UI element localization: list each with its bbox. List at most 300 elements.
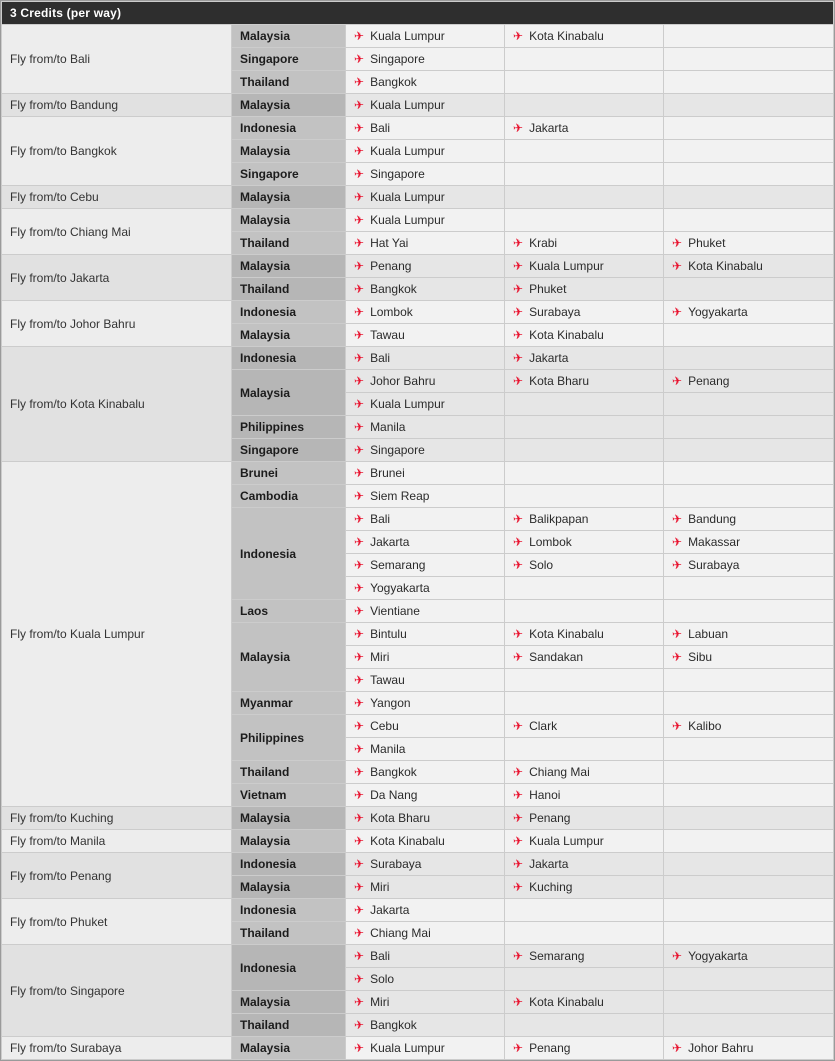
destination-label: Bangkok xyxy=(370,1018,417,1032)
destination-cell xyxy=(346,508,504,530)
country-cell: Indonesia xyxy=(232,347,345,369)
destination-cell xyxy=(346,278,504,300)
plane-icon: ✈ xyxy=(353,97,365,113)
country-cell: Malaysia xyxy=(232,830,345,852)
destination-cell xyxy=(346,715,504,737)
route-cell: Fly from/to Singapore xyxy=(2,945,231,1036)
destination-label: Clark xyxy=(529,719,558,733)
empty-cell xyxy=(505,1014,663,1036)
destination-cell xyxy=(505,508,663,530)
plane-icon: ✈ xyxy=(671,1040,683,1056)
destination-cell xyxy=(346,945,504,967)
plane-icon: ✈ xyxy=(512,879,524,895)
table-row xyxy=(2,899,833,921)
destination-label: Kuala Lumpur xyxy=(370,190,445,204)
destination-label: Hat Yai xyxy=(370,236,409,250)
plane-icon: ✈ xyxy=(353,879,365,895)
plane-icon: ✈ xyxy=(512,626,524,642)
destination-cell xyxy=(664,370,833,392)
country-cell: Malaysia xyxy=(232,255,345,277)
empty-cell xyxy=(664,876,833,898)
destination-label: Kota Kinabalu xyxy=(688,259,763,273)
empty-cell xyxy=(505,163,663,185)
route-cell: Fly from/to Penang xyxy=(2,853,231,898)
plane-icon: ✈ xyxy=(353,695,365,711)
destination-cell xyxy=(505,117,663,139)
destination-label: Jakarta xyxy=(529,121,569,135)
destination-label: Tawau xyxy=(370,328,405,342)
destination-label: Penang xyxy=(529,811,571,825)
destination-label: Kuala Lumpur xyxy=(370,397,445,411)
destination-cell xyxy=(346,600,504,622)
table-row xyxy=(2,186,833,208)
destination-label: Yogyakarta xyxy=(688,305,748,319)
table-row xyxy=(2,945,833,967)
credits-header: 3 Credits (per way) xyxy=(2,2,833,24)
destination-label: Bali xyxy=(370,512,391,526)
plane-icon: ✈ xyxy=(512,350,524,366)
plane-icon: ✈ xyxy=(512,948,524,964)
country-cell: Laos xyxy=(232,600,345,622)
route-cell: Fly from/to Surabaya xyxy=(2,1037,231,1059)
destination-cell xyxy=(346,554,504,576)
empty-cell xyxy=(664,25,833,47)
destination-label: Kuala Lumpur xyxy=(370,29,445,43)
destination-label: Bangkok xyxy=(370,282,417,296)
destination-cell xyxy=(346,462,504,484)
destination-label: Balikpapan xyxy=(529,512,589,526)
destination-label: Johor Bahru xyxy=(370,374,436,388)
destination-cell xyxy=(664,301,833,323)
plane-icon: ✈ xyxy=(353,833,365,849)
route-cell: Fly from/to Kota Kinabalu xyxy=(2,347,231,461)
route-cell: Fly from/to Bandung xyxy=(2,94,231,116)
destination-cell xyxy=(346,347,504,369)
destination-label: Vientiane xyxy=(370,604,420,618)
table-row xyxy=(2,830,833,852)
destination-cell xyxy=(505,554,663,576)
country-cell: Malaysia xyxy=(232,140,345,162)
plane-icon: ✈ xyxy=(671,649,683,665)
empty-cell xyxy=(505,899,663,921)
destination-label: Cebu xyxy=(370,719,399,733)
empty-cell xyxy=(505,209,663,231)
destination-cell xyxy=(505,784,663,806)
empty-cell xyxy=(505,669,663,691)
table-row xyxy=(2,117,833,139)
table-row xyxy=(2,1037,833,1059)
destination-cell xyxy=(346,25,504,47)
empty-cell xyxy=(664,94,833,116)
empty-cell xyxy=(664,853,833,875)
destination-cell xyxy=(346,324,504,346)
plane-icon: ✈ xyxy=(512,833,524,849)
destination-label: Bali xyxy=(370,121,391,135)
country-cell: Malaysia xyxy=(232,370,345,415)
plane-icon: ✈ xyxy=(671,258,683,274)
destination-cell xyxy=(346,255,504,277)
destination-cell xyxy=(505,301,663,323)
plane-icon: ✈ xyxy=(353,28,365,44)
destination-cell xyxy=(346,71,504,93)
plane-icon: ✈ xyxy=(353,258,365,274)
plane-icon: ✈ xyxy=(512,649,524,665)
empty-cell xyxy=(664,1014,833,1036)
destination-cell xyxy=(505,347,663,369)
country-cell: Vietnam xyxy=(232,784,345,806)
plane-icon: ✈ xyxy=(512,764,524,780)
table-row xyxy=(2,462,833,484)
table-row xyxy=(2,255,833,277)
destination-label: Kota Kinabalu xyxy=(370,834,445,848)
plane-icon: ✈ xyxy=(353,350,365,366)
destination-label: Manila xyxy=(370,742,406,756)
destination-cell xyxy=(346,531,504,553)
plane-icon: ✈ xyxy=(353,994,365,1010)
destination-cell xyxy=(346,646,504,668)
country-cell: Thailand xyxy=(232,71,345,93)
plane-icon: ✈ xyxy=(512,557,524,573)
destination-cell xyxy=(664,1037,833,1059)
empty-cell xyxy=(664,278,833,300)
plane-icon: ✈ xyxy=(353,373,365,389)
destination-label: Kota Kinabalu xyxy=(529,29,604,43)
plane-icon: ✈ xyxy=(353,810,365,826)
country-cell: Thailand xyxy=(232,1014,345,1036)
destination-cell xyxy=(346,232,504,254)
plane-icon: ✈ xyxy=(353,189,365,205)
plane-icon: ✈ xyxy=(353,488,365,504)
country-cell: Indonesia xyxy=(232,301,345,323)
destination-cell xyxy=(664,623,833,645)
empty-cell xyxy=(505,600,663,622)
plane-icon: ✈ xyxy=(512,120,524,136)
destination-cell xyxy=(346,761,504,783)
destination-cell xyxy=(346,968,504,990)
destination-cell xyxy=(346,784,504,806)
empty-cell xyxy=(505,393,663,415)
route-cell: Fly from/to Kuala Lumpur xyxy=(2,462,231,806)
plane-icon: ✈ xyxy=(353,902,365,918)
plane-icon: ✈ xyxy=(512,373,524,389)
destination-label: Phuket xyxy=(529,282,567,296)
country-cell: Malaysia xyxy=(232,807,345,829)
country-cell: Malaysia xyxy=(232,186,345,208)
empty-cell xyxy=(505,968,663,990)
destination-cell xyxy=(664,255,833,277)
plane-icon: ✈ xyxy=(671,948,683,964)
empty-cell xyxy=(505,416,663,438)
plane-icon: ✈ xyxy=(512,787,524,803)
destination-cell xyxy=(346,186,504,208)
destination-cell xyxy=(346,1037,504,1059)
route-cell: Fly from/to Bangkok xyxy=(2,117,231,185)
empty-cell xyxy=(664,669,833,691)
empty-cell xyxy=(505,738,663,760)
empty-cell xyxy=(664,347,833,369)
destination-cell xyxy=(346,48,504,70)
destination-label: Jakarta xyxy=(370,903,410,917)
destination-label: Surabaya xyxy=(529,305,581,319)
destination-cell xyxy=(505,255,663,277)
table-row xyxy=(2,347,833,369)
destination-label: Kuala Lumpur xyxy=(370,213,445,227)
plane-icon: ✈ xyxy=(671,626,683,642)
plane-icon: ✈ xyxy=(353,166,365,182)
destination-cell xyxy=(346,577,504,599)
empty-cell xyxy=(505,94,663,116)
country-cell: Malaysia xyxy=(232,991,345,1013)
country-cell: Singapore xyxy=(232,48,345,70)
plane-icon: ✈ xyxy=(512,258,524,274)
route-cell: Fly from/to Johor Bahru xyxy=(2,301,231,346)
destination-cell xyxy=(664,508,833,530)
destination-cell xyxy=(346,485,504,507)
destination-cell xyxy=(664,715,833,737)
destination-label: Sibu xyxy=(688,650,713,664)
destination-cell xyxy=(346,1014,504,1036)
plane-icon: ✈ xyxy=(512,534,524,550)
empty-cell xyxy=(664,324,833,346)
empty-cell xyxy=(664,830,833,852)
empty-cell xyxy=(505,48,663,70)
destination-label: Brunei xyxy=(370,466,405,480)
destination-cell xyxy=(346,853,504,875)
empty-cell xyxy=(664,807,833,829)
destination-cell xyxy=(505,646,663,668)
destination-cell xyxy=(505,25,663,47)
destination-label: Bangkok xyxy=(370,765,417,779)
destination-label: Hanoi xyxy=(529,788,561,802)
empty-cell xyxy=(664,186,833,208)
destination-label: Kota Kinabalu xyxy=(529,995,604,1009)
destination-cell xyxy=(346,669,504,691)
destination-label: Bali xyxy=(370,351,391,365)
table-row xyxy=(2,301,833,323)
plane-icon: ✈ xyxy=(353,143,365,159)
destination-label: Kuala Lumpur xyxy=(529,834,604,848)
plane-icon: ✈ xyxy=(353,787,365,803)
empty-cell xyxy=(664,692,833,714)
country-cell: Philippines xyxy=(232,416,345,438)
destination-label: Jakarta xyxy=(529,857,569,871)
country-cell: Malaysia xyxy=(232,25,345,47)
destination-label: Tawau xyxy=(370,673,405,687)
plane-icon: ✈ xyxy=(512,810,524,826)
plane-icon: ✈ xyxy=(671,557,683,573)
empty-cell xyxy=(664,738,833,760)
plane-icon: ✈ xyxy=(671,235,683,251)
destination-label: Solo xyxy=(370,972,395,986)
destination-label: Semarang xyxy=(370,558,426,572)
destination-cell xyxy=(505,623,663,645)
destination-label: Manila xyxy=(370,420,406,434)
destination-cell xyxy=(505,324,663,346)
country-cell: Brunei xyxy=(232,462,345,484)
destination-cell xyxy=(505,807,663,829)
empty-cell xyxy=(505,577,663,599)
destination-cell xyxy=(346,830,504,852)
country-cell: Thailand xyxy=(232,278,345,300)
empty-cell xyxy=(664,968,833,990)
destination-cell xyxy=(505,232,663,254)
empty-cell xyxy=(664,784,833,806)
country-cell: Indonesia xyxy=(232,117,345,139)
plane-icon: ✈ xyxy=(353,511,365,527)
plane-icon: ✈ xyxy=(512,1040,524,1056)
destination-cell xyxy=(346,416,504,438)
destination-label: Yangon xyxy=(370,696,411,710)
plane-icon: ✈ xyxy=(353,718,365,734)
empty-cell xyxy=(664,48,833,70)
plane-icon: ✈ xyxy=(353,948,365,964)
empty-cell xyxy=(505,485,663,507)
destination-label: Miri xyxy=(370,995,390,1009)
destination-label: Makassar xyxy=(688,535,741,549)
route-cell: Fly from/to Cebu xyxy=(2,186,231,208)
destination-cell xyxy=(505,991,663,1013)
empty-cell xyxy=(664,439,833,461)
country-cell: Singapore xyxy=(232,439,345,461)
empty-cell xyxy=(664,991,833,1013)
plane-icon: ✈ xyxy=(512,235,524,251)
destination-label: Kota Bharu xyxy=(370,811,431,825)
destination-label: Bangkok xyxy=(370,75,417,89)
country-cell: Thailand xyxy=(232,761,345,783)
route-cell: Fly from/to Manila xyxy=(2,830,231,852)
country-cell: Indonesia xyxy=(232,508,345,599)
empty-cell xyxy=(505,186,663,208)
destination-label: Semarang xyxy=(529,949,585,963)
empty-cell xyxy=(664,416,833,438)
destination-cell xyxy=(346,117,504,139)
destination-label: Krabi xyxy=(529,236,558,250)
country-cell: Indonesia xyxy=(232,853,345,875)
plane-icon: ✈ xyxy=(353,557,365,573)
plane-icon: ✈ xyxy=(353,304,365,320)
plane-icon: ✈ xyxy=(353,741,365,757)
plane-icon: ✈ xyxy=(353,419,365,435)
destination-cell xyxy=(346,738,504,760)
destination-label: Bintulu xyxy=(370,627,407,641)
destination-label: Lombok xyxy=(370,305,413,319)
plane-icon: ✈ xyxy=(353,120,365,136)
destination-cell xyxy=(346,899,504,921)
plane-icon: ✈ xyxy=(353,442,365,458)
destination-cell xyxy=(664,232,833,254)
destination-cell xyxy=(505,531,663,553)
destination-label: Johor Bahru xyxy=(688,1041,754,1055)
destination-cell xyxy=(346,807,504,829)
country-cell: Myanmar xyxy=(232,692,345,714)
destination-label: Yogyakarta xyxy=(688,949,748,963)
country-cell: Malaysia xyxy=(232,1037,345,1059)
plane-icon: ✈ xyxy=(353,212,365,228)
destination-cell xyxy=(505,876,663,898)
table-row xyxy=(2,25,833,47)
plane-icon: ✈ xyxy=(353,534,365,550)
destination-label: Kuala Lumpur xyxy=(370,144,445,158)
plane-icon: ✈ xyxy=(671,718,683,734)
country-cell: Malaysia xyxy=(232,324,345,346)
plane-icon: ✈ xyxy=(353,925,365,941)
destination-label: Kuala Lumpur xyxy=(370,1041,445,1055)
plane-icon: ✈ xyxy=(512,718,524,734)
route-cell: Fly from/to Jakarta xyxy=(2,255,231,300)
destination-label: Solo xyxy=(529,558,554,572)
empty-cell xyxy=(664,577,833,599)
destination-cell xyxy=(664,531,833,553)
destination-cell xyxy=(505,830,663,852)
destination-label: Miri xyxy=(370,650,390,664)
country-cell: Indonesia xyxy=(232,899,345,921)
destination-label: Surabaya xyxy=(688,558,740,572)
empty-cell xyxy=(664,117,833,139)
table-row xyxy=(2,94,833,116)
plane-icon: ✈ xyxy=(512,327,524,343)
destination-cell xyxy=(346,991,504,1013)
plane-icon: ✈ xyxy=(512,281,524,297)
empty-cell xyxy=(664,899,833,921)
plane-icon: ✈ xyxy=(512,304,524,320)
destination-label: Sandakan xyxy=(529,650,584,664)
destination-label: Kota Kinabalu xyxy=(529,627,604,641)
table-row xyxy=(2,807,833,829)
destination-cell xyxy=(346,692,504,714)
plane-icon: ✈ xyxy=(671,511,683,527)
plane-icon: ✈ xyxy=(353,649,365,665)
plane-icon: ✈ xyxy=(353,51,365,67)
empty-cell xyxy=(664,922,833,944)
destination-cell xyxy=(346,623,504,645)
destination-cell xyxy=(664,945,833,967)
header-row xyxy=(2,2,833,24)
empty-cell xyxy=(664,462,833,484)
route-cell: Fly from/to Kuching xyxy=(2,807,231,829)
destination-cell xyxy=(664,646,833,668)
destination-label: Penang xyxy=(529,1041,571,1055)
destination-label: Singapore xyxy=(370,443,425,457)
plane-icon: ✈ xyxy=(512,28,524,44)
country-cell: Malaysia xyxy=(232,876,345,898)
destination-cell xyxy=(346,209,504,231)
destination-cell xyxy=(505,853,663,875)
destination-label: Kuala Lumpur xyxy=(529,259,604,273)
plane-icon: ✈ xyxy=(512,511,524,527)
destination-label: Kuala Lumpur xyxy=(370,98,445,112)
destination-label: Lombok xyxy=(529,535,572,549)
destination-label: Singapore xyxy=(370,167,425,181)
empty-cell xyxy=(664,140,833,162)
empty-cell xyxy=(664,761,833,783)
route-cell: Fly from/to Phuket xyxy=(2,899,231,944)
destination-cell xyxy=(505,715,663,737)
destination-cell xyxy=(346,393,504,415)
empty-cell xyxy=(505,71,663,93)
destination-cell xyxy=(346,922,504,944)
destination-label: Kuching xyxy=(529,880,573,894)
destination-label: Da Nang xyxy=(370,788,418,802)
country-cell: Malaysia xyxy=(232,209,345,231)
country-cell: Cambodia xyxy=(232,485,345,507)
destination-label: Chiang Mai xyxy=(529,765,590,779)
destination-cell xyxy=(505,945,663,967)
destination-label: Miri xyxy=(370,880,390,894)
empty-cell xyxy=(664,163,833,185)
destination-cell xyxy=(505,370,663,392)
plane-icon: ✈ xyxy=(353,281,365,297)
plane-icon: ✈ xyxy=(353,465,365,481)
